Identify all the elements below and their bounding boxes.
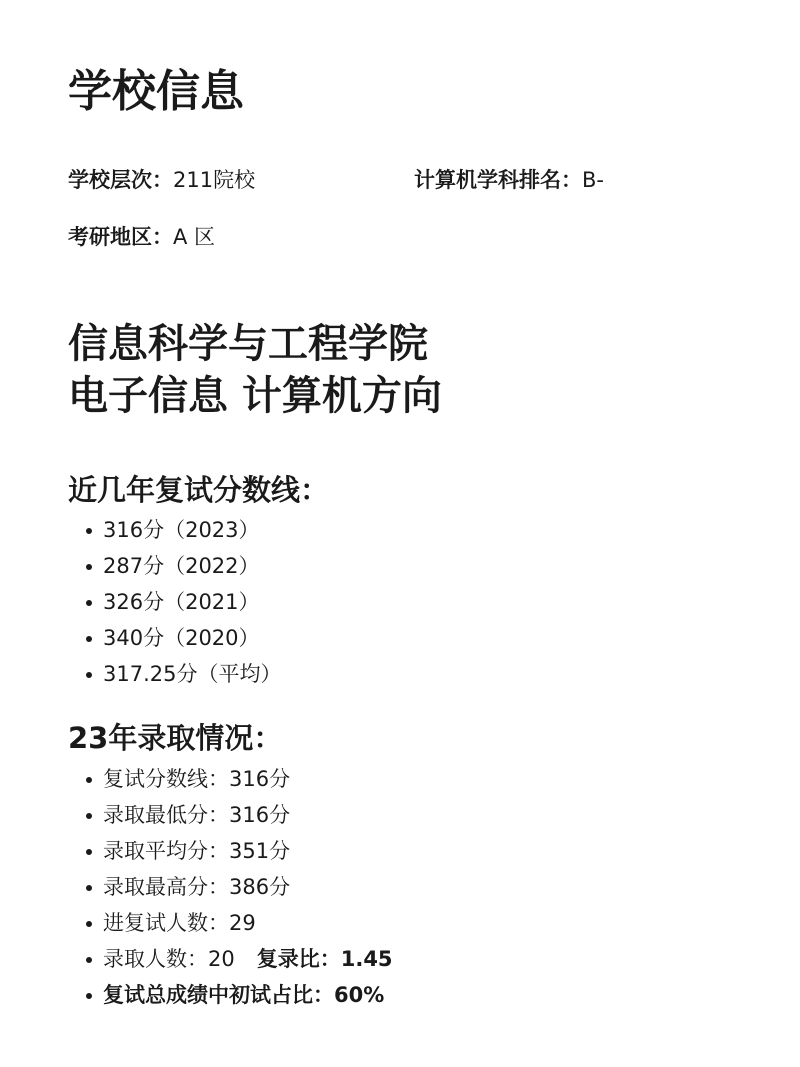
- list-item: 287分（2022）: [84, 548, 281, 584]
- recent-scores-heading: 近几年复试分数线：: [68, 473, 330, 507]
- list-item: 340分（2020）: [84, 620, 281, 656]
- list-item: 326分（2021）: [84, 584, 281, 620]
- admission-list: [84, 761, 393, 1013]
- program-name: 电子信息 计算机方向: [68, 373, 442, 419]
- school-level-row: [68, 165, 255, 195]
- exam-region-label: 考研地区：: [68, 225, 173, 249]
- admission-heading: 23年录取情况：: [68, 721, 283, 755]
- college-heading: [68, 318, 442, 422]
- cs-ranking-row: [414, 165, 604, 195]
- list-item: 进复试人数：29: [84, 905, 393, 941]
- exam-region-row: [68, 222, 215, 252]
- ratio-value: 1.45: [340, 947, 393, 971]
- ratio-label: 复录比：: [256, 947, 341, 971]
- list-item: 录取最低分：316分: [84, 797, 393, 833]
- recent-scores-list: [84, 512, 281, 692]
- admitted-count: 录取人数：20: [103, 947, 235, 971]
- school-level-value: 211院校: [173, 168, 256, 192]
- list-item: 复试分数线：316分: [84, 761, 393, 797]
- page-title: 学校信息: [68, 66, 244, 117]
- list-item: 录取最高分：386分: [84, 869, 393, 905]
- admitted-count-item: [84, 941, 393, 977]
- college-name: 信息科学与工程学院: [68, 321, 428, 367]
- list-item: 录取平均分：351分: [84, 833, 393, 869]
- list-item: 316分（2023）: [84, 512, 281, 548]
- exam-region-value: A 区: [173, 225, 216, 249]
- cs-ranking-label: 计算机学科排名：: [414, 168, 582, 192]
- initial-exam-weight-item: 复试总成绩中初试占比：60%: [84, 977, 393, 1013]
- list-item: 317.25分（平均）: [84, 656, 281, 692]
- school-level-label: 学校层次：: [68, 168, 173, 192]
- cs-ranking-value: B-: [582, 168, 604, 192]
